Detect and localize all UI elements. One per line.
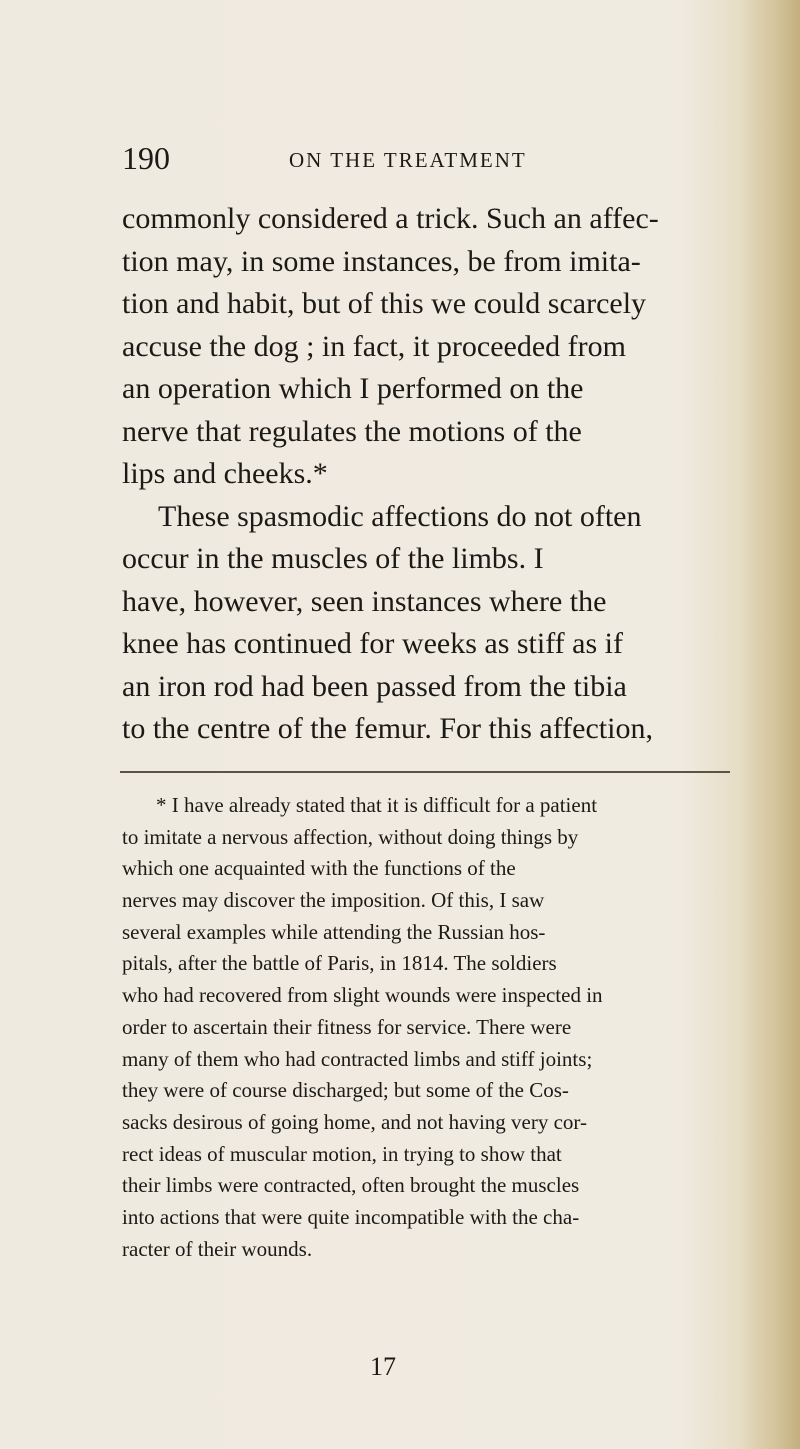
body-line: an operation which I performed on the: [122, 372, 584, 405]
footnote-line: * I have already stated that it is difficult for a patient: [156, 793, 598, 817]
body-line: knee has continued for weeks as stiff as if: [122, 627, 623, 660]
footnote-line: which one acquainted with the functions of the: [122, 856, 516, 881]
body-line: nerve that regulates the motions of the: [122, 414, 582, 448]
page-number: 190: [122, 140, 170, 176]
footnote-line: rect ideas of muscular motion, in trying to show that: [122, 1141, 562, 1166]
body-line: occur in the muscles of the limbs. I: [122, 542, 544, 575]
footnote-line: nerves may discover the imposition. Of this, I saw: [122, 888, 545, 913]
footnote-line: their limbs were contracted, often brought the muscles: [122, 1173, 580, 1198]
footnote-line: pitals, after the battle of Paris, in 1814. The soldiers: [122, 951, 557, 976]
footnote-line: sacks desirous of going home, and not having very cor-: [122, 1109, 587, 1134]
running-head: ON THE TREATMENT: [289, 148, 527, 172]
body-line: accuse the dog ; in fact, it proceeded from: [122, 329, 626, 363]
footnote-line: several examples while attending the Russian hos-: [122, 919, 546, 944]
footnote-line: they were of course discharged; but some of the Cos-: [122, 1078, 569, 1103]
signature-mark: 17: [370, 1352, 396, 1381]
footnote-line: to imitate a nervous affection, without doing things by: [122, 824, 579, 849]
body-text: [122, 198, 732, 751]
footnote-line: who had recovered from slight wounds were inspected in: [122, 983, 603, 1008]
body-line: commonly considered a trick. Such an affec-: [122, 202, 659, 235]
footnote-line: into actions that were quite incompatible with the cha-: [122, 1204, 580, 1229]
footnote-divider: [120, 771, 730, 773]
footnote-line: order to ascertain their fitness for service. There were: [122, 1014, 572, 1039]
body-line: tion and habit, but of this we could scarcely: [122, 287, 647, 320]
body-line: lips and cheeks.*: [122, 457, 328, 490]
body-line: to the centre of the femur. For this affection,: [122, 712, 653, 745]
body-line: have, however, seen instances where the: [122, 584, 607, 618]
footnote-line: racter of their wounds.: [122, 1236, 313, 1261]
body-line: These spasmodic affections do not often: [158, 499, 642, 533]
page-edge-shading: [740, 0, 800, 1449]
footnote-line: many of them who had contracted limbs and stiff joints;: [122, 1046, 593, 1071]
body-line: an iron rod had been passed from the tibia: [122, 669, 627, 703]
body-line: tion may, in some instances, be from imita-: [122, 244, 641, 278]
page-header: [122, 140, 682, 180]
footnote: [122, 790, 734, 1265]
